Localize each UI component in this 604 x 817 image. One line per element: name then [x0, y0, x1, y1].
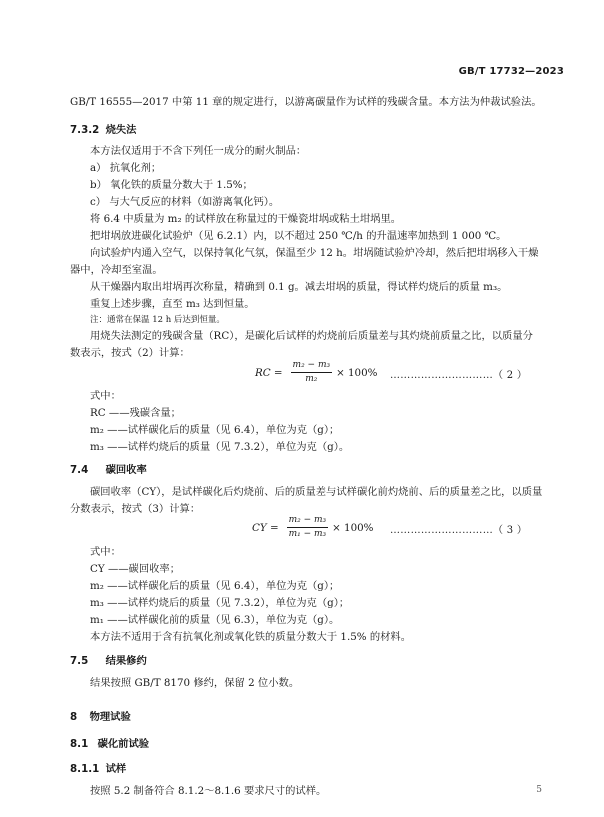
page-number: 5	[536, 785, 542, 795]
paragraph-continued: 分数表示，按式（3）计算：	[70, 503, 201, 515]
section-title: 碳化前试验	[97, 738, 150, 750]
variable-definition: m₂ ——试样碳化后的质量（见 6.4），单位为克（g）；	[90, 580, 340, 592]
section-title: 试样	[105, 763, 127, 775]
denominator: m₂	[305, 374, 318, 384]
equation-lhs: RC =	[255, 366, 283, 379]
paragraph: 重复上述步骤，直至 m₃ 达到恒量。	[90, 298, 255, 310]
section-number: 8	[70, 711, 78, 723]
note: 注：通常在保温 12 h 后达到恒量。	[90, 315, 225, 325]
paragraph: 按照 5.2 制备符合 8.1.2～8.1.6 要求尺寸的试样。	[90, 785, 327, 797]
equation-tail: × 100%	[336, 366, 378, 379]
list-item-b: b） 氧化铁的质量分数大于 1.5%；	[90, 179, 253, 191]
list-item-a: a） 抗氧化剂；	[90, 162, 162, 174]
numerator: m₂ − m₃	[291, 360, 333, 373]
section-title: 碳回收率	[105, 464, 147, 476]
variable-definition: m₃ ——试样灼烧后的质量（见 7.3.2），单位为克（g）；	[90, 597, 350, 609]
denominator: m₁ − m₃	[288, 529, 327, 539]
list-item-c: c） 与大气反应的材料（如游离氧化钙）。	[90, 196, 280, 208]
equation-number: …………………………（ 2 ）	[390, 370, 528, 381]
paragraph: 从干燥器内取出坩埚再次称量，精确到 0.1 g。减去坩埚的质量，得试样灼烧后的质量 m₃。	[90, 281, 508, 293]
section-title: 物理试验	[89, 711, 131, 723]
fraction	[287, 515, 329, 540]
section-number: 8.1.1	[70, 763, 100, 775]
paragraph: 结果按照 GB/T 8170 修约，保留 2 位小数。	[90, 677, 300, 689]
where-label: 式中：	[90, 546, 121, 558]
section-number: 7.5	[70, 655, 89, 667]
section-7-4-heading	[70, 463, 147, 477]
equation-2	[255, 360, 377, 385]
section-7-3-2-heading	[70, 123, 136, 137]
paragraph-continued: 器中，冷却至室温。	[70, 264, 163, 276]
intro-paragraph: GB/T 16555—2017 中第 11 章的规定进行，以游离碳量作为试样的残碳含量。本方法为仲裁试验法。	[70, 96, 542, 108]
variable-definition: m₁ ——试样碳化前的质量（见 6.3），单位为克（g）。	[90, 614, 340, 626]
variable-definition: RC ——残碳含量；	[90, 407, 181, 419]
equation-tail: × 100%	[332, 521, 374, 534]
section-number: 7.4	[70, 464, 89, 476]
standard-number: GB/T 17732—2023	[458, 66, 564, 77]
variable-definition: m₃ ——试样灼烧后的质量（见 7.3.2），单位为克（g）。	[90, 441, 350, 453]
equation-number: …………………………（ 3 ）	[390, 525, 528, 536]
fraction	[291, 360, 333, 385]
paragraph: 用烧失法测定的残碳含量（RC），是碳化后试样的灼烧前后质量差与其灼烧前质量之比，以质量分	[90, 330, 533, 342]
section-8-heading	[70, 710, 131, 724]
section-8-1-1-heading	[70, 762, 126, 776]
section-number: 8.1	[70, 738, 89, 750]
paragraph: 把坩埚放进碳化试验炉（见 6.2.1）内，以不超过 250 ℃/h 的升温速率加热到 1 000 ℃。	[90, 230, 507, 242]
where-label: 式中：	[90, 390, 121, 402]
section-number: 7.3.2	[70, 124, 100, 136]
variable-definition: CY ——碳回收率；	[90, 563, 181, 575]
paragraph: 本方法不适用于含有抗氧化剂或氧化铁的质量分数大于 1.5% 的材料。	[90, 631, 412, 643]
paragraph: 将 6.4 中质量为 m₂ 的试样放在称量过的干燥瓷坩埚或粘土坩埚里。	[90, 213, 402, 225]
section-7-5-heading	[70, 654, 147, 668]
equation-lhs: CY =	[252, 521, 279, 534]
section-8-1-heading	[70, 737, 149, 751]
equation-3	[252, 515, 373, 540]
paragraph: 本方法仅适用于不含下列任一成分的耐火制品：	[90, 145, 307, 157]
section-title: 结果修约	[105, 655, 147, 667]
paragraph: 向试验炉内通入空气，以保持氧化气氛，保温至少 12 h。坩埚随试验炉冷却，然后把坩埚移入干燥	[90, 247, 539, 259]
variable-definition: m₂ ——试样碳化后的质量（见 6.4），单位为克（g）；	[90, 424, 340, 436]
paragraph-continued: 数表示，按式（2）计算：	[70, 347, 190, 359]
paragraph: 碳回收率（CY），是试样碳化后灼烧前、后的质量差与试样碳化前灼烧前、后的质量差之比，以质量	[90, 486, 543, 498]
section-title: 烧失法	[105, 124, 137, 136]
numerator: m₂ − m₃	[287, 515, 329, 528]
